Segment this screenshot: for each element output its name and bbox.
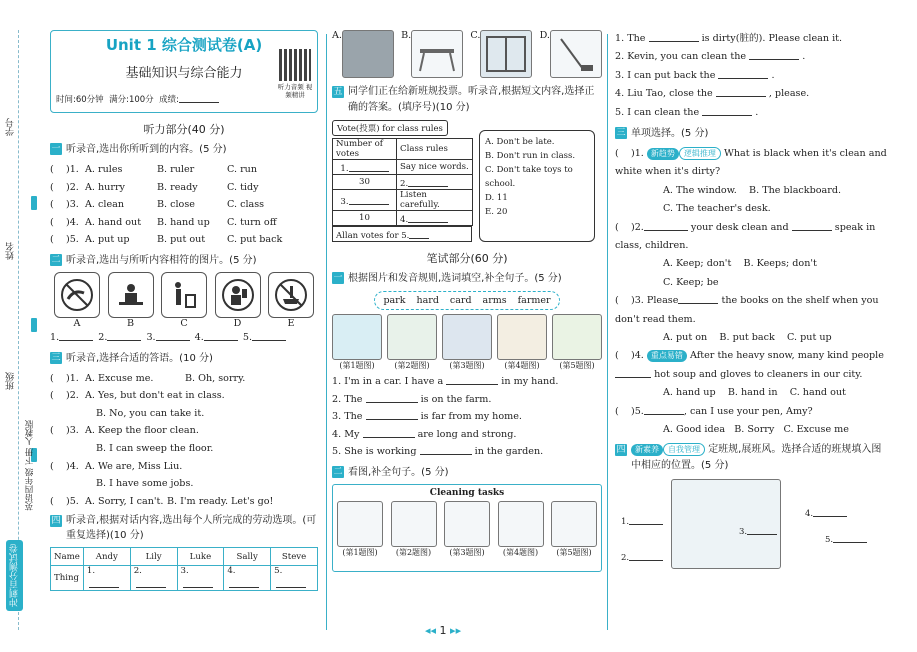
table-header-cell: Steve	[271, 548, 318, 566]
column-divider	[326, 34, 327, 630]
vote-row: 10 4.	[333, 211, 473, 226]
listening-part-title: 听力部分(40 分)	[143, 123, 225, 136]
strip-marker	[31, 196, 37, 210]
column-1	[50, 30, 318, 591]
strip-marker	[31, 318, 37, 332]
s1-item: ( )5. A. put up B. put out C. put back	[50, 234, 283, 246]
table-header-cell: Andy	[83, 548, 130, 566]
column-divider	[607, 34, 608, 630]
page-number: ◂◂ 1 ▸▸	[425, 624, 462, 637]
column-2	[332, 30, 602, 572]
vote-row: 30 2.	[333, 175, 473, 190]
sign-pictures	[50, 272, 318, 329]
w1-pic-2: (第2题图)	[387, 314, 437, 371]
vote-option: C. Don't take toys to school.	[485, 165, 573, 189]
s1-item: ( )2. A. hurry B. ready C. tidy	[50, 181, 259, 193]
w3-item: 5. I can clean the .	[615, 104, 887, 122]
w3-item: 2. Kevin, you can clean the .	[615, 48, 887, 66]
s3-item: ( )2. A. Yes, but don't eat in class. B. No, you can take it.	[50, 390, 225, 419]
sign-e[interactable]: E	[268, 272, 314, 329]
w1-item: 3. The is far from my home.	[332, 408, 602, 426]
vote-options	[479, 130, 595, 242]
test-header	[50, 30, 318, 113]
table-cell: Thing	[51, 566, 84, 591]
w1-pic-3: (第3题图)	[442, 314, 492, 371]
s3-list	[50, 370, 318, 511]
name-label: 姓名	[6, 242, 16, 260]
test-info: 时间:60分钟 满分:100分 成绩:	[56, 91, 312, 105]
s3-item: ( )1. A. Excuse me. B. Oh, sorry.	[50, 372, 246, 384]
qr-code-icon[interactable]	[279, 49, 311, 81]
w1-item: 5. She is working in the garden.	[332, 443, 602, 461]
picture-b[interactable]: B.	[401, 30, 463, 78]
vote-option: D. 11	[485, 193, 508, 203]
w3-list	[615, 30, 887, 122]
word-bank: park hard card arms farmer	[332, 291, 602, 310]
classroom-picture: 1. 2. 3. 4. 5.	[615, 477, 887, 573]
w3-item: 4. Liu Tao, close the , please.	[615, 85, 887, 103]
qr-label: 听力音频 视频精讲	[277, 83, 313, 99]
table-cell[interactable]: 4.	[224, 566, 271, 591]
table-header-cell: Name	[51, 548, 84, 566]
w1-list	[332, 373, 602, 461]
brand-label: 冲刺百分测试卷	[6, 540, 23, 611]
labor-table	[50, 547, 318, 591]
cleaning-tasks-box: Cleaning tasks (第1题图) (第2题图) (第3题图) (第4题图) (第5题图)	[332, 484, 602, 572]
section-heading: 四 新素养 自我管理 定班规,展班风。选择合适的班规填入图中相应的位置。(5 分)	[616, 444, 882, 472]
s1-list	[50, 161, 318, 249]
sign-d[interactable]: D	[215, 272, 261, 329]
vote-option: E. 20	[485, 207, 508, 217]
choice-questions: ( )1. 新趋势 逻辑推理 What is black when it's clean and white when it's dirty? A. The window. B. The blackboard. C. The teacher's desk. ( )2. your desk clean and speak in class, children. A. Keep; don't B. Keeps; don't C. Keep; be ( )3. Please the books on the shelf when you don't read them. A. put on B. put back C. put up ( )4. 重点易错 After the heavy snow, many kind people hot soup and gloves to cleaners in our city. A. hand up B. hand in C. hand out ( )5. , can I use your pen, Amy? A. Good idea B. Sorry C. Excuse me	[615, 147, 887, 436]
vote-row: 1. Say nice words.	[333, 160, 473, 175]
student-no-label: 学号	[6, 118, 16, 136]
section-heading: 五 同学们正在给新班规投票。听录音,根据短文内容,选择正确的答案。(填序号)(10 分)	[333, 86, 595, 113]
table-cell[interactable]: 1.	[83, 566, 130, 591]
sign-c[interactable]: C	[161, 272, 207, 329]
writing-part-title: 笔试部分(60 分)	[426, 252, 508, 265]
vote-option: B. Don't run in class.	[485, 151, 576, 161]
s3-item: ( )4. A. We are, Miss Liu. B. I have some jobs.	[50, 460, 194, 490]
section-heading: 二 看图,补全句子。(5 分)	[333, 466, 449, 478]
section-heading: 一 听录音,选出你所听到的内容。(5 分)	[51, 144, 227, 155]
s3-item: ( )5. A. Sorry, I can't. B. I'm ready. Let's go!	[50, 495, 274, 507]
w1-pic-5: (第5题图)	[552, 314, 602, 371]
section-heading: 三 单项选择。(5 分)	[616, 127, 709, 139]
w3-item: 1. The is dirty(脏的). Please clean it.	[615, 30, 887, 48]
class-label: 班级	[6, 372, 16, 390]
w1-item: 1. I'm in a car. I have a in my hand.	[332, 373, 602, 391]
section-heading: 一 根据图片和发音规则,选词填空,补全句子。(5 分)	[333, 273, 562, 284]
series-label: 英语四年级 下册 人教版	[25, 420, 35, 511]
s3-item: ( )3. A. Keep the floor clean. B. I can sweep the floor.	[50, 425, 214, 454]
table-cell[interactable]: 2.	[130, 566, 177, 591]
table-cell[interactable]: 3.	[177, 566, 224, 591]
sign-a[interactable]: A	[54, 272, 100, 329]
table-cell[interactable]: 5.	[271, 566, 318, 591]
picture-d[interactable]: D.	[540, 30, 602, 78]
picture-a[interactable]: A.	[332, 30, 394, 78]
w1-item: 4. My are long and strong.	[332, 426, 602, 444]
vote-area	[332, 120, 602, 242]
sign-b[interactable]: B	[108, 272, 154, 329]
table-header-cell: Luke	[177, 548, 224, 566]
table-header-cell: Lily	[130, 548, 177, 566]
column-3	[615, 30, 887, 573]
section-heading: 三 听录音,选择合适的答语。(10 分)	[51, 352, 213, 364]
s1-item: ( )4. A. hand out B. hand up C. turn off	[50, 216, 277, 228]
s2-answer-row: 1. 2. 3. 4. 5.	[50, 329, 318, 347]
w1-pictures	[332, 314, 602, 371]
vote-option: A. Don't be late.	[485, 137, 555, 147]
vote-table: Vote(投票) for class rules Number of votes Class rules 1. Say nice words. 30 2. 3. Listen carefully. 10 4. Allan votes for 5.	[332, 120, 473, 242]
picture-c[interactable]: C.	[470, 30, 532, 78]
top-pictures	[332, 30, 602, 78]
table-header-cell: Sally	[224, 548, 271, 566]
test-subtitle: 基础知识与综合能力	[125, 66, 243, 81]
w1-pic-1: (第1题图)	[332, 314, 382, 371]
w1-pic-4: (第4题图)	[497, 314, 547, 371]
section-heading: 四 听录音,根据对话内容,选出每个人所完成的劳动选项。(可重复选择)(10 分)	[51, 515, 317, 542]
test-title: Unit 1 综合测试卷(A)	[105, 36, 263, 54]
vote-row: 3. Listen carefully.	[333, 190, 473, 211]
binding-strip	[0, 0, 40, 652]
w1-item: 2. The is on the farm.	[332, 391, 602, 409]
w3-item: 3. I can put back the .	[615, 67, 887, 85]
s1-item: ( )1. A. rules B. ruler C. run	[50, 164, 258, 175]
section-heading: 二 听录音,选出与所听内容相符的图片。(5 分)	[51, 254, 257, 266]
s1-item: ( )3. A. clean B. close C. class	[50, 199, 265, 211]
